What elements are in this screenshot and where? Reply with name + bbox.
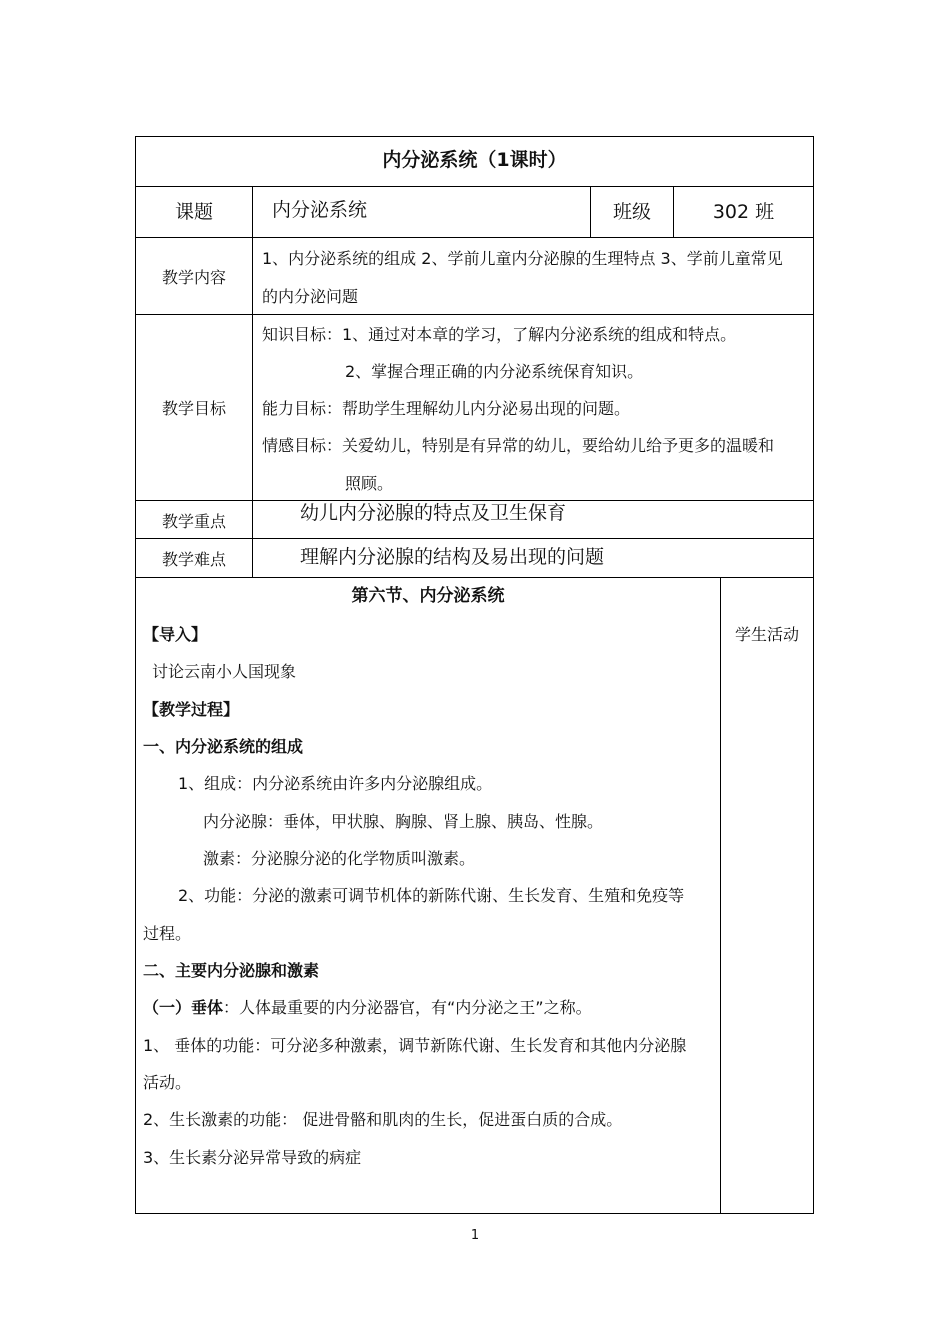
topic-label: 课题 (174, 201, 213, 223)
class-label: 班级 (612, 201, 651, 223)
row-divider (135, 186, 814, 187)
intro-heading: 【导入】 (143, 625, 208, 644)
difficulty-label: 教学难点 (161, 550, 226, 569)
difficulty-value: 理解内分泌腺的结构及易出现的问题 (300, 546, 605, 568)
section-title: 第六节、内分泌系统 (351, 586, 505, 606)
row-divider (135, 314, 814, 315)
student-activity-label: 学生活动 (734, 625, 799, 644)
paragraph-pituitary (143, 998, 592, 1018)
goal-line: 能力目标：帮助学生理解幼儿内分泌易出现的问题。 (262, 399, 631, 418)
paragraph: 1、 垂体的功能：可分泌多种激素，调节新陈代谢、生长发育和其他内分泌腺 (143, 1036, 687, 1055)
page-title: 内分泌系统（1课时） (382, 149, 567, 171)
heading-1: 一、内分泌系统的组成 (143, 737, 304, 756)
table-border-top (135, 136, 814, 137)
col-divider-label (252, 186, 253, 577)
goal-line: 知识目标：1、通过对本章的学习，了解内分泌系统的组成和特点。 (262, 325, 737, 344)
table-border-left (135, 136, 136, 1214)
goal-line: 照顾。 (345, 474, 394, 493)
content-label: 教学内容 (161, 268, 226, 287)
paragraph: 活动。 (143, 1073, 192, 1092)
pituitary-desc: ：人体最重要的内分泌器官，有“内分泌之王”之称。 (223, 998, 592, 1017)
col-divider-side (720, 577, 721, 1213)
paragraph: 过程。 (143, 924, 192, 943)
paragraph: 2、生长激素的功能： 促进骨骼和肌肉的生长，促进蛋白质的合成。 (143, 1110, 623, 1129)
topic-value: 内分泌系统 (272, 199, 368, 221)
paragraph: 内分泌腺：垂体，甲状腺、胸腺、肾上腺、胰岛、性腺。 (203, 812, 604, 831)
goals-label: 教学目标 (161, 399, 226, 418)
page-number: 1 (470, 1228, 480, 1243)
row-divider (135, 237, 814, 238)
content-line-2: 的内分泌问题 (262, 287, 359, 306)
paragraph: 激素：分泌腺分泌的化学物质叫激素。 (203, 849, 476, 868)
paragraph: 3、生长素分泌异常导致的病症 (143, 1148, 362, 1167)
process-heading: 【教学过程】 (143, 700, 240, 719)
class-value: 302 班 (712, 201, 775, 223)
pituitary-label: （一）垂体 (143, 998, 224, 1017)
paragraph: 2、功能：分泌的激素可调节机体的新陈代谢、生长发育、生殖和免疫等 (178, 886, 685, 905)
table-border-bottom (135, 1213, 814, 1214)
heading-2: 二、主要内分泌腺和激素 (143, 961, 320, 980)
goal-line: 2、掌握合理正确的内分泌系统保育知识。 (345, 362, 644, 381)
table-border-right (813, 136, 814, 1214)
key-point-label: 教学重点 (161, 512, 226, 531)
row-divider (135, 577, 814, 578)
content-line-1: 1、内分泌系统的组成 2、学前儿童内分泌腺的生理特点 3、学前儿童常见 (262, 249, 783, 268)
row-divider (135, 538, 814, 539)
row-divider (135, 500, 814, 501)
goal-line: 情感目标：关爱幼儿，特别是有异常的幼儿，要给幼儿给予更多的温暖和 (262, 436, 775, 455)
paragraph: 1、组成：内分泌系统由许多内分泌腺组成。 (178, 774, 493, 793)
key-point-value: 幼儿内分泌腺的特点及卫生保育 (300, 502, 567, 524)
intro-text: 讨论云南小人国现象 (152, 662, 297, 681)
